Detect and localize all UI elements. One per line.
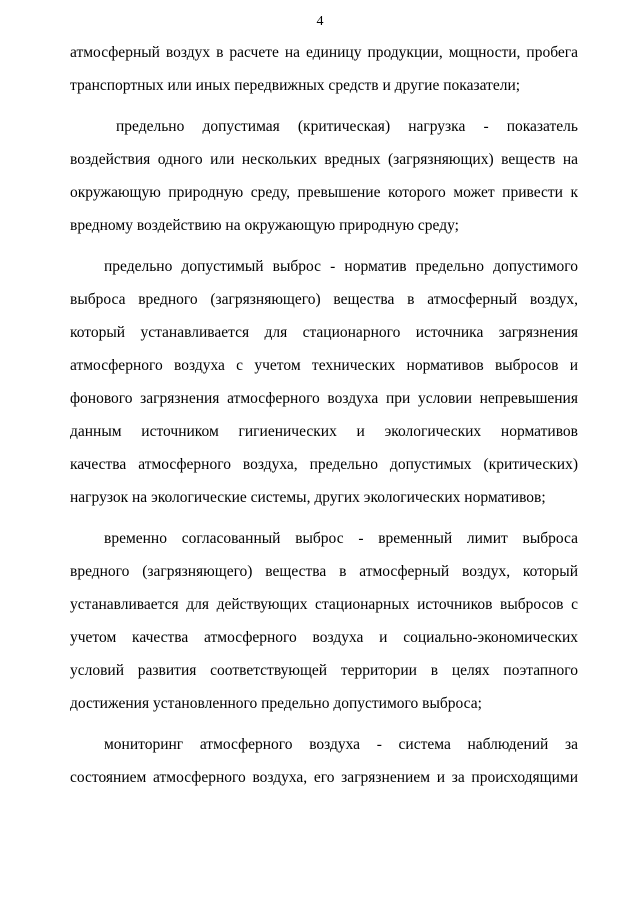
text-line: атмосферного воздуха с учетом технических нормативов выбросов и: [70, 357, 578, 374]
text-line: учетом качества атмосферного воздуха и социально-экономических: [70, 629, 578, 646]
text-line: предельно допустимый выброс - норматив предельно допустимого: [104, 258, 578, 275]
page-number: 4: [316, 14, 324, 29]
text-line: качества атмосферного воздуха, предельно допустимых (критических): [70, 456, 578, 473]
text-line: условий развития соответствующей территории в целях поэтапного: [70, 662, 578, 679]
text-line: предельно допустимая (критическая) нагрузка - показатель: [116, 118, 578, 135]
text-line: окружающую природную среду, превышение которого может привести к: [70, 184, 578, 201]
text-line: достижения установленного предельно допустимого выброса;: [70, 695, 482, 712]
paragraph-critical-load: [70, 110, 578, 242]
text-line: мониторинг атмосферного воздуха - система наблюдений за: [104, 736, 578, 753]
text-line: транспортных или иных передвижных средств и другие показатели;: [70, 77, 521, 94]
paragraph-monitoring: [70, 728, 578, 794]
document-body: [70, 36, 578, 802]
paragraph-1: [70, 36, 578, 102]
text-line: фонового загрязнения атмосферного воздуха при условии непревышения: [70, 390, 578, 407]
text-line: воздействия одного или нескольких вредных (загрязняющих) веществ на: [70, 151, 578, 168]
text-line: который устанавливается для стационарного источника загрязнения: [70, 324, 578, 341]
text-line: выброса вредного (загрязняющего) вещества в атмосферный воздух,: [70, 291, 578, 308]
text-line: вредного (загрязняющего) вещества в атмосферный воздух, который: [70, 563, 578, 580]
text-line: атмосферный воздух в расчете на единицу продукции, мощности, пробега: [70, 44, 578, 61]
text-line: состоянием атмосферного воздуха, его загрязнением и за происходящими: [70, 769, 578, 786]
text-line: данным источником гигиенических и экологических нормативов: [70, 423, 578, 440]
text-line: временно согласованный выброс - временный лимит выброса: [104, 530, 578, 547]
paragraph-temporary-emission: [70, 522, 578, 720]
paragraph-max-emission: [70, 250, 578, 514]
text-line: устанавливается для действующих стационарных источников выбросов с: [70, 596, 578, 613]
text-line: нагрузок на экологические системы, других экологических нормативов;: [70, 489, 546, 506]
text-line: вредному воздействию на окружающую природную среду;: [70, 217, 459, 234]
